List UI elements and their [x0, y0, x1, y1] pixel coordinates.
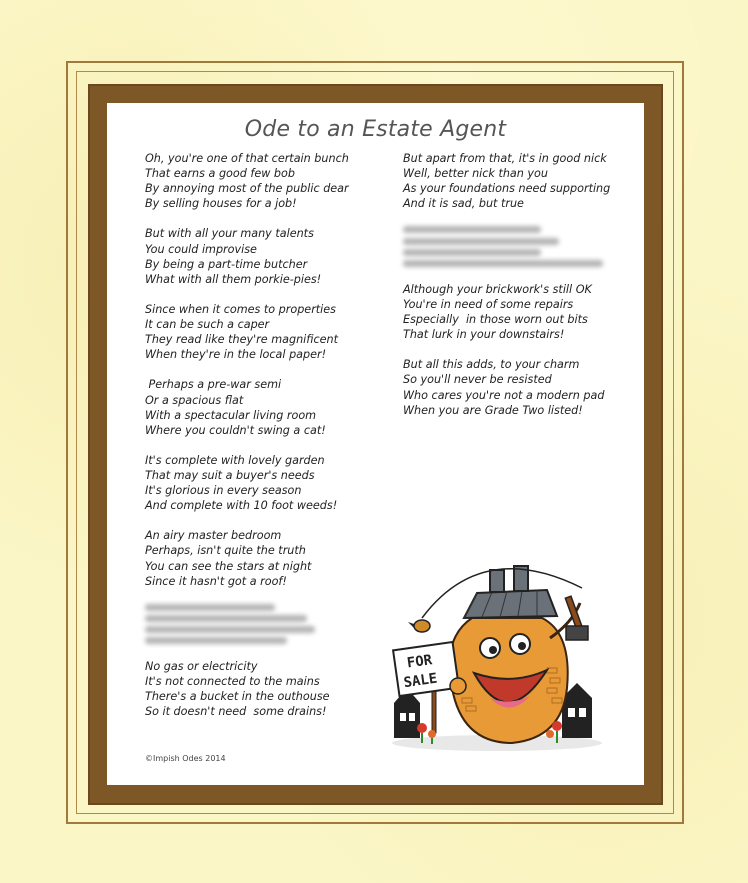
sign-line-1: FOR — [405, 652, 434, 672]
poem-line: So it doesn't need some drains! — [145, 705, 327, 719]
poem-line: That lurk in your downstairs! — [403, 328, 565, 342]
poem-line: As your foundations need supporting — [403, 182, 611, 196]
stanza — [145, 528, 375, 588]
poem-line: By selling houses for a job! — [145, 197, 297, 211]
poem-line: It can be such a caper — [145, 318, 270, 332]
blurred-stanza — [403, 226, 633, 266]
stanza — [145, 226, 375, 286]
sign-line-2: SALE — [402, 670, 439, 692]
poem-line: What with all them porkie-pies! — [145, 272, 322, 286]
stanza — [145, 659, 375, 719]
poem-line: Or a spacious flat — [145, 393, 244, 407]
poem-line: But with all your many talents — [145, 227, 314, 241]
poem-paper — [107, 103, 644, 785]
poem-line: You could improvise — [145, 242, 257, 256]
poem-line: Perhaps, isn't quite the truth — [145, 544, 306, 558]
poem-line: That may suit a buyer's needs — [145, 468, 315, 482]
stanza — [403, 282, 633, 342]
blurred-line — [145, 615, 307, 622]
poem-line: But all this adds, to your charm — [403, 358, 580, 372]
poem-line: Perhaps a pre-war semi — [145, 378, 282, 392]
stanza — [145, 151, 375, 211]
bird-icon — [408, 620, 430, 632]
poem-line: When they're in the local paper! — [145, 348, 327, 362]
blurred-line — [403, 238, 559, 245]
poem-line: And complete with 10 foot weeds! — [145, 499, 338, 513]
poem-line: Since when it comes to properties — [145, 302, 336, 316]
poem-line: But apart from that, it's in good nick — [403, 152, 607, 165]
poem-line: It's glorious in every season — [145, 484, 302, 498]
right-column — [403, 151, 633, 433]
poem-line: By being a part-time butcher — [145, 257, 308, 271]
poem-line: And it is sad, but true — [403, 197, 524, 211]
blurred-line — [403, 249, 541, 256]
poem-line: Although your brickwork's still OK — [403, 282, 592, 296]
house-cartoon-illustration — [382, 548, 612, 753]
poem-line: When you are Grade Two listed! — [403, 403, 583, 417]
stanza — [145, 453, 375, 513]
poem-line: Since it hasn't got a roof! — [145, 574, 287, 588]
stanza — [403, 151, 633, 211]
poem-line: By annoying most of the public dear — [145, 182, 349, 196]
poem-line: No gas or electricity — [145, 660, 258, 674]
hammer-icon — [565, 596, 588, 640]
poem-line: You're in need of some repairs — [403, 297, 574, 311]
poem-line: Who cares you're not a modern pad — [403, 388, 605, 402]
poem-line: Oh, you're one of that certain bunch — [145, 152, 349, 165]
blurred-line — [145, 637, 287, 644]
poem-line: You can see the stars at night — [145, 559, 312, 573]
poem-line: Well, better nick than you — [403, 167, 548, 181]
stanza — [403, 357, 633, 417]
poem-title: Ode to an Estate Agent — [244, 117, 507, 142]
poem-line: They read like they're magnificent — [145, 333, 339, 347]
stanza — [145, 302, 375, 362]
blurred-line — [145, 626, 315, 633]
copyright-credit: ©Impish Odes 2014 — [145, 754, 226, 763]
poem-line: So you'll never be resisted — [403, 373, 552, 387]
poem-line: That earns a good few bob — [145, 167, 295, 181]
poem-line: An airy master bedroom — [145, 529, 282, 543]
poem-line: Especially in those worn out bits — [403, 313, 588, 327]
poem-line: It's complete with lovely garden — [145, 453, 325, 467]
poem-line: With a spectacular living room — [145, 408, 317, 422]
left-column — [145, 151, 375, 735]
stanza — [145, 377, 375, 437]
blurred-line — [145, 604, 275, 611]
blurred-line — [403, 226, 541, 233]
poem-line: It's not connected to the mains — [145, 675, 320, 689]
poem-line: There's a bucket in the outhouse — [145, 690, 330, 704]
blurred-stanza — [145, 604, 375, 644]
blurred-line — [403, 260, 603, 267]
poem-line: Where you couldn't swing a cat! — [145, 423, 326, 437]
